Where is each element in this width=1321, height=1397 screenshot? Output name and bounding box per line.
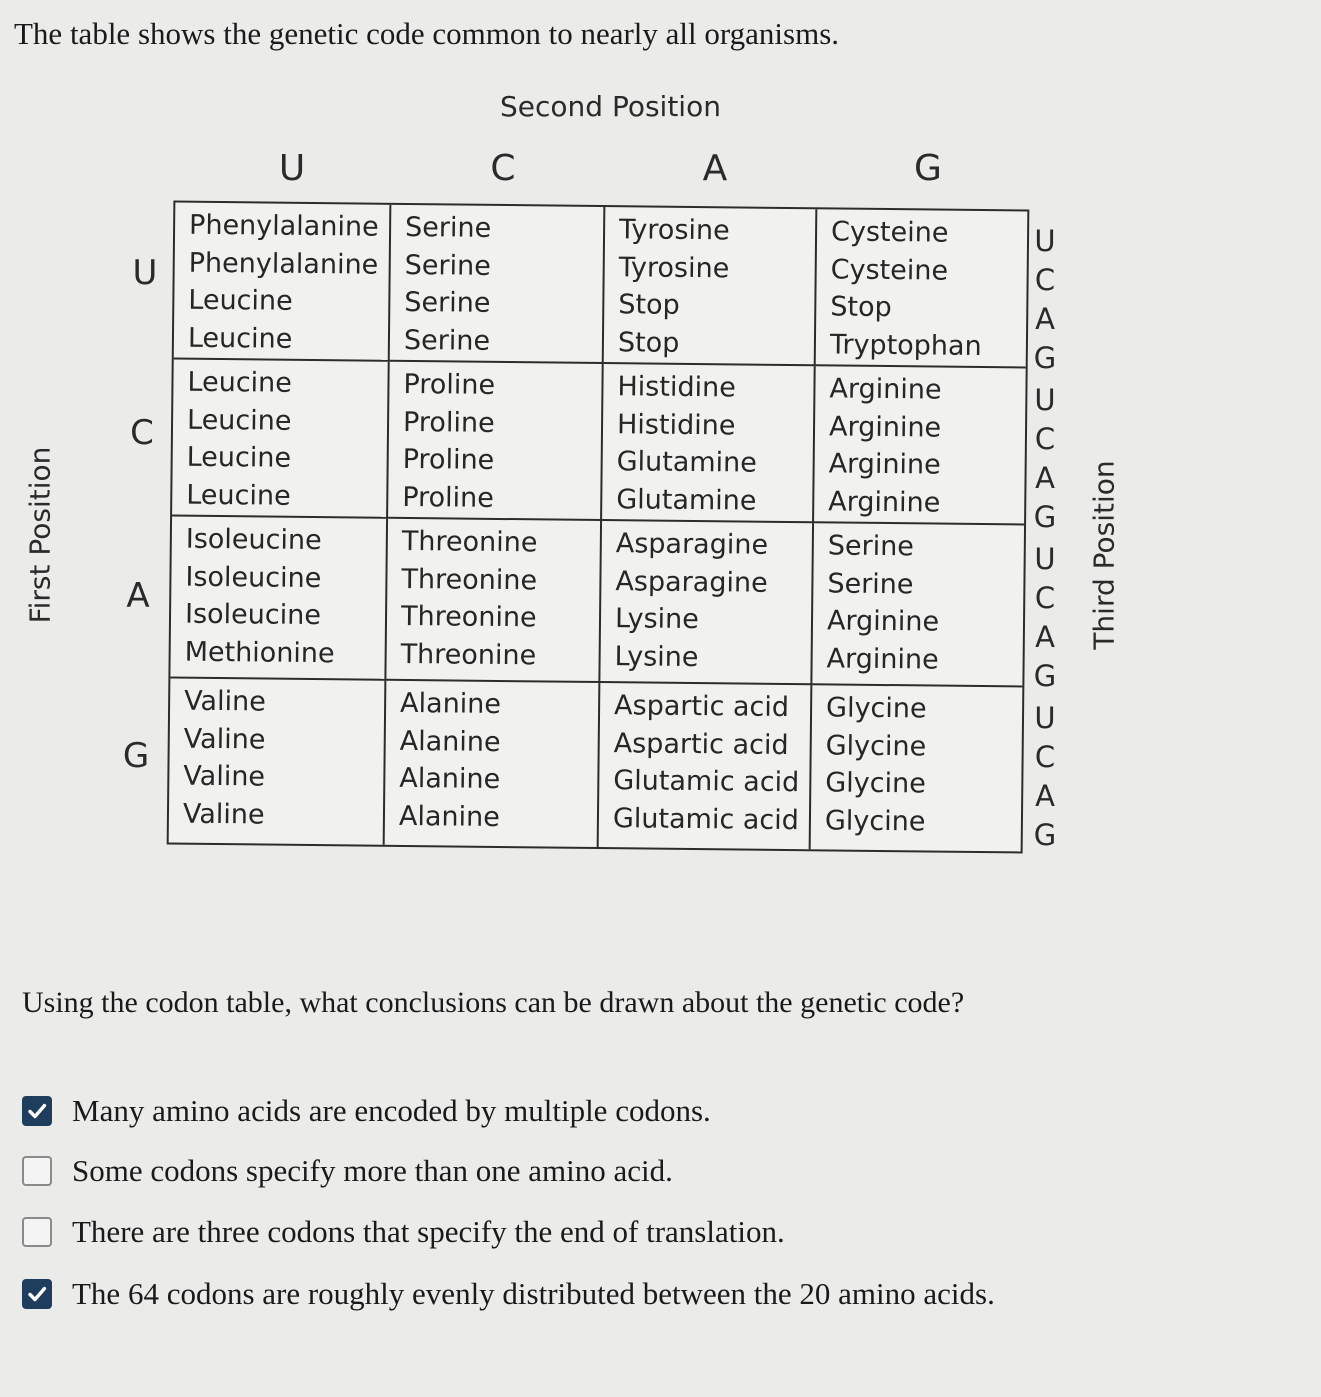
amino-acid: Alanine [398,800,500,833]
amino-acid: Arginine [828,410,942,444]
codon-cell [599,683,813,849]
amino-acid: Serine [827,567,914,600]
third-position-column [1025,222,1065,858]
third-position-group [1025,381,1065,540]
amino-acid: Valine [183,723,266,756]
codon-cell [602,364,816,523]
column-base-u: U [278,148,306,189]
amino-acid: Cysteine [830,253,949,287]
amino-acid: Serine [827,530,915,563]
amino-acid: Valine [182,798,265,831]
amino-acid: Glycine [825,692,927,725]
amino-acid: Serine [404,249,491,282]
option-1-label[interactable]: Many amino acids are encoded by multiple codons. [72,1093,711,1128]
third-base: C [1034,581,1056,615]
row-base-a: A [126,576,150,616]
third-base: U [1034,542,1056,576]
amino-acid: Lysine [614,603,700,636]
amino-acid: Stop [617,326,680,359]
amino-acid: Glycine [825,767,926,800]
column-base-g: G [914,148,942,189]
amino-acid: Lysine [614,640,699,673]
codon-cell [600,521,814,685]
amino-acid: Phenylalanine [188,247,379,281]
option-4-checkbox[interactable] [22,1279,52,1309]
third-base: C [1034,263,1056,297]
codon-cell [811,685,1023,851]
third-base: A [1035,779,1055,813]
second-position-label: Second Position [500,90,721,123]
amino-acid: Aspartic acid [613,690,790,724]
third-base: U [1034,383,1056,417]
codon-cell [170,517,388,681]
checkmark-icon [26,1100,48,1122]
amino-acid: Isoleucine [185,523,322,557]
amino-acid: Proline [402,406,495,439]
third-base: A [1035,620,1055,654]
amino-acid: Glutamic acid [613,765,800,799]
amino-acid: Histidine [617,371,736,404]
amino-acid: Leucine [187,366,293,399]
amino-acid: Asparagine [615,528,769,561]
amino-acid: Leucine [186,441,292,474]
row-base-c: C [130,413,154,453]
third-base: U [1034,701,1056,735]
codon-cell [174,203,392,362]
question-text: Using the codon table, what conclusions can be drawn about the genetic code? [22,986,965,1019]
amino-acid: Arginine [826,642,939,676]
codon-cell [169,679,387,845]
option-4-label[interactable]: The 64 codons are roughly evenly distributed between the 20 amino acids. [72,1276,995,1311]
amino-acid: Tyrosine [618,251,730,284]
amino-acid: Glutamic acid [612,802,800,836]
amino-acid: Stop [618,289,680,321]
amino-acid: Serine [404,286,491,319]
option-even-distribution[interactable] [22,1276,995,1312]
row-base-g: G [122,736,150,776]
option-multiple-codons[interactable] [22,1093,711,1129]
amino-acid: Proline [402,481,495,514]
third-base: G [1033,500,1057,534]
codon-cell [604,207,818,366]
column-base-a: A [702,148,728,189]
amino-acid: Arginine [826,605,940,638]
amino-acid: Arginine [828,485,941,519]
amino-acid: Valine [183,760,266,793]
amino-acid: Serine [403,324,491,357]
amino-acid: Arginine [829,373,942,406]
amino-acid: Leucine [187,322,293,355]
amino-acid: Histidine [616,408,736,441]
amino-acid: Serine [404,211,492,244]
codon-cell [814,366,1026,525]
amino-acid: Threonine [400,638,537,671]
third-base: C [1034,422,1056,456]
amino-acid: Leucine [186,404,292,437]
third-base: A [1035,461,1055,495]
codon-table [167,201,1030,854]
amino-acid: Leucine [188,284,293,317]
third-position-label: Third Position [1087,460,1121,650]
amino-acid: Alanine [399,762,501,795]
amino-acid: Threonine [401,563,538,596]
amino-acid: Stop [830,291,892,324]
third-position-group [1025,222,1065,381]
amino-acid: Proline [402,443,495,476]
amino-acid: Valine [183,685,266,718]
amino-acid: Tryptophan [829,328,982,362]
codon-cell [385,681,601,847]
row-base-u: U [132,253,158,293]
third-position-group [1025,540,1065,699]
codon-cell [812,523,1024,687]
amino-acid: Glutamine [616,483,757,517]
option-2-label[interactable]: Some codons specify more than one amino acid. [72,1153,673,1188]
codon-cell [388,362,604,521]
option-3-checkbox[interactable] [22,1217,52,1247]
third-base: U [1034,224,1056,258]
amino-acid: Glycine [825,729,927,762]
codon-cell [390,205,606,364]
amino-acid: Alanine [399,687,502,720]
amino-acid: Cysteine [830,216,949,249]
option-3-label[interactable]: There are three codons that specify the end of translation. [72,1214,785,1249]
amino-acid: Threonine [401,525,538,559]
codon-cell [172,360,390,519]
option-codons-multiple-aa[interactable] [22,1153,673,1189]
option-1-checkbox[interactable] [22,1096,52,1126]
codon-cell [386,519,602,683]
amino-acid: Threonine [400,600,537,634]
amino-acid: Alanine [399,725,501,758]
option-2-checkbox[interactable] [22,1156,52,1186]
amino-acid: Leucine [186,479,291,512]
amino-acid: Glutamine [616,446,758,479]
amino-acid: Aspartic acid [613,727,789,761]
amino-acid: Proline [403,368,496,401]
amino-acid: Isoleucine [185,561,322,594]
third-base: G [1033,818,1057,852]
amino-acid: Glycine [824,804,926,837]
amino-acid: Asparagine [615,565,768,599]
third-base: G [1033,659,1057,693]
third-base: A [1035,302,1055,336]
prompt-text: The table shows the genetic code common to nearly all organisms. [14,16,840,51]
first-position-label: First Position [23,446,57,624]
amino-acid: Phenylalanine [188,209,379,243]
checkmark-icon [26,1283,48,1305]
third-base: G [1033,341,1057,375]
third-position-group [1025,699,1065,858]
amino-acid: Arginine [828,448,941,481]
amino-acid: Isoleucine [184,598,322,632]
column-base-c: C [490,148,516,189]
codon-cell [816,209,1028,368]
amino-acid: Tyrosine [618,214,730,247]
third-base: C [1034,740,1056,774]
amino-acid: Methionine [184,636,335,669]
option-three-stop-codons[interactable] [22,1214,785,1250]
